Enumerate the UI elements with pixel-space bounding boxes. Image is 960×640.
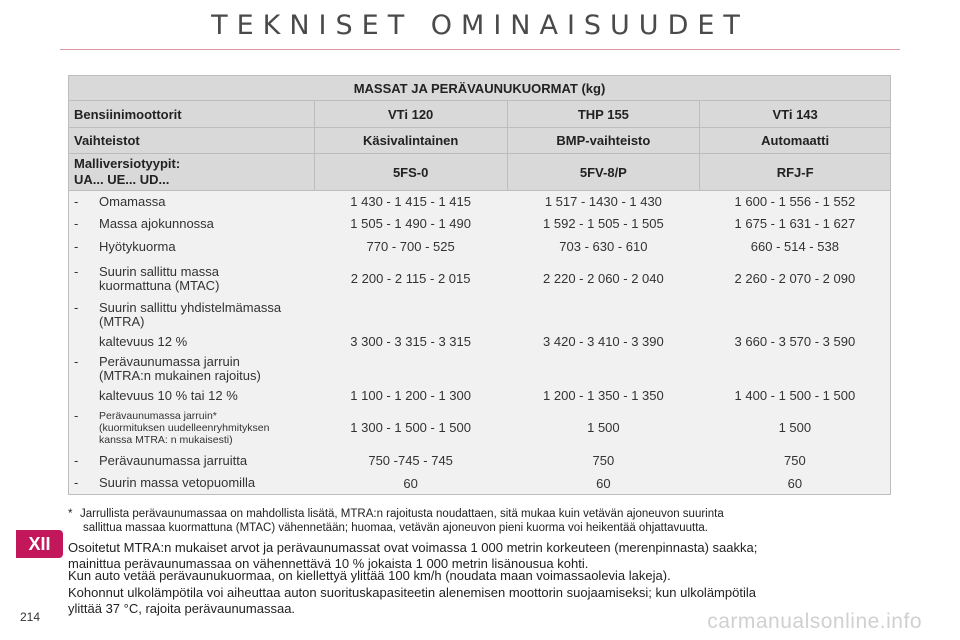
table-cell: 1 675 - 1 631 - 1 627 [700, 213, 891, 235]
table-cell: 60 [700, 473, 891, 495]
version-label [69, 154, 315, 191]
table-row [69, 331, 891, 353]
title-divider [60, 49, 900, 50]
page-title: TEKNISET OMINAISUUDET [211, 10, 749, 41]
table-row [69, 473, 891, 495]
table-row [69, 449, 891, 473]
footnote [68, 507, 894, 535]
engine-header: VTi 143 [700, 101, 891, 128]
speed-limit-paragraph: Kun auto vetää perävaunukuormaa, on kiellettyä ylittää 100 km/h (noudata maan voimassaolevia lakeja). [68, 568, 671, 583]
row-label: - Suurin sallittu massa kuormattuna (MTAC) [74, 263, 220, 293]
table-row [69, 213, 891, 235]
table-cell: 1 200 - 1 350 - 1 350 [543, 388, 664, 403]
table-cell: 750 [700, 449, 891, 473]
table-cell [314, 353, 507, 385]
table-cell [700, 299, 891, 331]
table-cell: 2 200 - 2 115 - 2 015 [350, 271, 471, 286]
engine-header: THP 155 [507, 101, 700, 128]
row-label: - Massa ajokunnossa [74, 215, 214, 231]
table-cell: 3 300 - 3 315 - 3 315 [350, 334, 471, 349]
engine-header: VTi 120 [314, 101, 507, 128]
table-cell: 2 220 - 2 060 - 2 040 [543, 271, 664, 286]
watermark: carmanualsonline.info [707, 610, 922, 633]
row-label: - Perävaunumassa jarruin* (kuormituksen uudelleenryhmityksen kanssa MTRA: n mukaisesti) [74, 407, 270, 446]
row-label: - Hyötykuorma [74, 238, 176, 254]
page-number: 214 [20, 610, 41, 624]
table-cell: 1 600 - 1 556 - 1 552 [700, 191, 891, 213]
table-row [69, 235, 891, 259]
table-cell: 3 420 - 3 410 - 3 390 [543, 334, 664, 349]
table-caption: MASSAT JA PERÄVAUNUKUORMAT (kg) [69, 76, 891, 101]
temperature-paragraph: Kohonnut ulkolämpötila voi aiheuttaa auton suorituskapasiteetin alenemisen moottorin suojaamiseksi; kun ulkolämpötila ylittää 37 °C, rajoita perävaunumassaa. [68, 585, 756, 616]
table-cell [507, 299, 700, 331]
version-header: RFJ-F [700, 154, 891, 191]
footnote-marker: * [68, 508, 73, 520]
gearbox-label: Vaihteistot [69, 128, 315, 154]
version-header: 5FS-0 [314, 154, 507, 191]
table-cell: 660 - 514 - 538 [700, 235, 891, 259]
version-label-line1: Malliversiotyypit: [74, 156, 181, 171]
table-cell: 1 505 - 1 490 - 1 490 [350, 216, 471, 231]
footnote-line: sallittua massaa kuormattuna (MTAC) vähennetään; huomaa, vetävän ajoneuvon pieni kuorma voi heikentää ohjattavuutta. [83, 522, 708, 534]
table-cell [314, 299, 507, 331]
row-label: kaltevuus 10 % tai 12 % [99, 387, 238, 403]
table-row [69, 407, 891, 449]
row-label: - Perävaunumassa jarruitta [74, 452, 248, 468]
row-label: - Perävaunumassa jarruin (MTRA:n mukainen rajoitus) [74, 353, 261, 383]
altitude-paragraph: Osoitetut MTRA:n mukaiset arvot ja perävaunumassat ovat voimassa 1 000 metrin korkeuteen (merenpinnasta) saakka; mainittua perävaunumassaa on vähennettävä 10 % jokaista 1 000 metrin lisänousua kohti. [68, 540, 758, 571]
table-body [69, 191, 891, 495]
table-row [69, 191, 891, 213]
table-cell: 750 [592, 453, 615, 468]
mass-spec-table [68, 75, 891, 495]
table-row [69, 259, 891, 299]
version-header: 5FV-8/P [507, 154, 700, 191]
table-cell: 60 [507, 473, 700, 495]
gearbox-header: Automaatti [700, 128, 891, 154]
table-cell: 1 500 [587, 420, 620, 435]
table-cell: 1 300 - 1 500 - 1 500 [350, 420, 471, 435]
table-cell: 750 -745 - 745 [368, 453, 453, 468]
table-cell: 703 - 630 - 610 [559, 239, 648, 254]
row-label: kaltevuus 12 % [99, 333, 188, 349]
table-cell: 1 517 - 1430 - 1 430 [544, 194, 662, 210]
table-cell [507, 353, 700, 385]
table-row [69, 385, 891, 407]
row-label: - Suurin massa vetopuomilla [74, 475, 256, 491]
table-cell: 1 100 - 1 200 - 1 300 [350, 388, 471, 403]
table-cell: 1 400 - 1 500 - 1 500 [700, 385, 891, 407]
gearbox-header: Käsivalintainen [314, 128, 507, 154]
row-label: - Suurin sallittu yhdistelmämassa (MTRA) [74, 299, 282, 329]
footnote-line: Jarrullista perävaunumassaa on mahdollista lisätä, MTRA:n rajoitusta noudattaen, sitä mukaa kuin vetävän ajoneuvon suurinta [80, 508, 724, 520]
chapter-tab: XII [16, 530, 63, 558]
table-cell: 1 430 - 1 415 - 1 415 [350, 194, 471, 210]
table-cell: 1 592 - 1 505 - 1 505 [543, 216, 664, 231]
table-cell: 3 660 - 3 570 - 3 590 [700, 331, 891, 353]
table-cell: 1 500 [700, 407, 891, 449]
table-cell [700, 353, 891, 385]
table-row [69, 353, 891, 385]
table-cell: 770 - 700 - 525 [366, 239, 455, 254]
engine-label: Bensiinimoottorit [69, 101, 315, 128]
table-cell: 2 260 - 2 070 - 2 090 [700, 259, 891, 299]
row-label: - Omamassa [74, 193, 166, 209]
version-label-line2: UA... UE... UD... [74, 172, 170, 187]
table-cell: 60 [314, 473, 507, 495]
table-row [69, 299, 891, 331]
gearbox-header: BMP-vaihteisto [507, 128, 700, 154]
